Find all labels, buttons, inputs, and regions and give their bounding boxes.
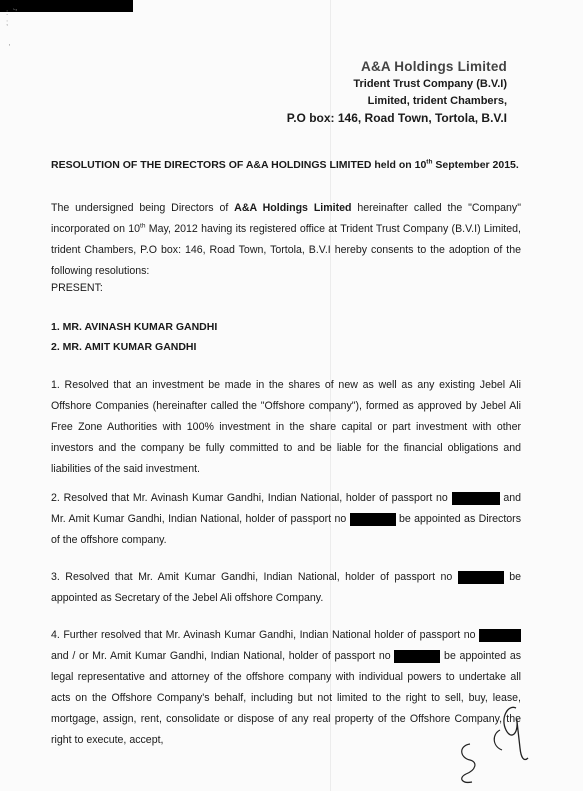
intro-text-1: The undersigned being Directors of (51, 202, 235, 214)
resolution-4-text-1: 4. Further resolved that Mr. Avinash Kumar Gandhi, Indian National holder of passport no (51, 629, 479, 641)
resolution-title (51, 159, 519, 171)
company-name: A&A Holdings Limited (361, 59, 507, 74)
resolution-2-text-2: and Mr. Amit Kumar Gandhi, Indian National, holder of passport no (51, 492, 521, 525)
redacted-passport (458, 571, 504, 584)
resolution-2 (51, 488, 521, 551)
intro-text-2: hereinafter called the "Company" incorporated on 10 (51, 202, 521, 235)
resolution-2-text-1: 2. Resolved that Mr. Avinash Kumar Gandhi, Indian National, holder of passport no (51, 492, 452, 504)
resolution-4-text-3: be appointed as legal representative and attorney of the offshore company with individual powers to undertake all acts on the Offshore Company's behalf, including but not limited to the right to sell, buy, lease, mortgage, assign, rent, consolidate or dispose of any real property of the Offshore Company, the right to execute, accept, (51, 650, 522, 746)
redacted-passport (452, 492, 500, 505)
scan-specks: : `' ; , (6, 8, 17, 47)
director-item: 2. MR. AMIT KUMAR GANDHI (51, 341, 197, 353)
redacted-passport (350, 513, 396, 526)
address-line-1: Trident Trust Company (B.V.I) (353, 78, 507, 90)
resolution-4-text-2: and / or Mr. Amit Kumar Gandhi, Indian National, holder of passport no (51, 650, 395, 662)
redacted-passport (394, 650, 440, 663)
director-item: 1. MR. AVINASH KUMAR GANDHI (51, 321, 218, 333)
resolution-1: 1. Resolved that an investment be made in the shares of new as well as any existing Jebel Ali Offshore Companies (hereinafter called the "Offshore company"), formed as approved by Jebel Ali Free Zone Authorities with 100% investment in the share capital or part investment with other investors and the company be fully committed to and be liable for the financial obligations and liabilities of the said investment. (51, 379, 521, 475)
title-suffix: September 2015. (432, 159, 519, 171)
redaction-bar (0, 0, 133, 12)
intro-company: A&A Holdings Limited (234, 202, 352, 214)
redacted-passport (479, 629, 521, 642)
resolution-2-text-3: be appointed as Directors of the offshore company. (51, 513, 521, 546)
address-line-2: Limited, trident Chambers, (367, 95, 507, 107)
intro-sup: th (140, 222, 146, 230)
intro-text-3: May, 2012 having its registered office at Trident Trust Company (B.V.I) Limited, trident Chambers, P.O box: 146, Road Town, Tortola, B.V.I hereby consents to the adoption of the following resolutions: (51, 223, 521, 277)
title-sup: th (426, 158, 433, 166)
handwritten-signature (448, 700, 538, 791)
letterhead (287, 58, 507, 127)
director-list (51, 317, 217, 357)
resolution-3-text-1: 3. Resolved that Mr. Amit Kumar Gandhi, Indian National, holder of passport no (51, 571, 458, 583)
resolution-3-text-2: be appointed as Secretary of the Jebel Ali offshore Company. (51, 571, 521, 604)
title-prefix: RESOLUTION OF THE DIRECTORS OF A&A HOLDINGS LIMITED held on 10 (51, 159, 427, 171)
present-label: PRESENT: (51, 282, 103, 294)
resolution-3 (51, 567, 521, 609)
address-line-3: P.O box: 146, Road Town, Tortola, B.V.I (286, 111, 507, 125)
intro-paragraph (51, 198, 521, 282)
